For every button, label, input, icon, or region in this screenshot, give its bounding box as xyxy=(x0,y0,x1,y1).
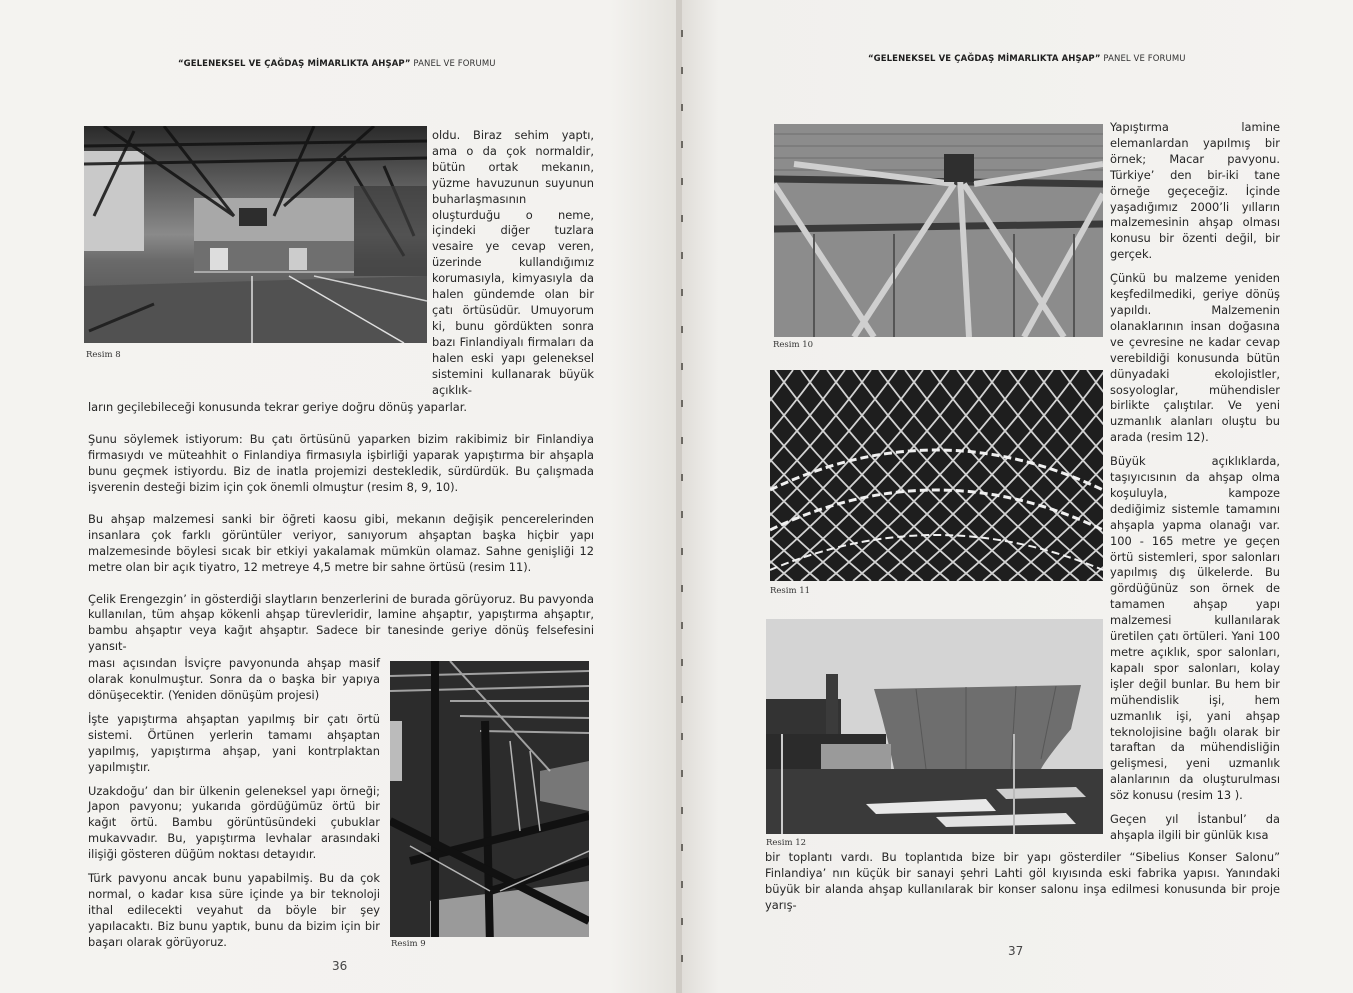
binding-stitch xyxy=(681,363,683,370)
binding-stitch xyxy=(681,881,683,888)
text-side-column-end: ların geçilebileceği konusunda tekrar geriye doğru dönüş yaparlar. xyxy=(88,400,467,415)
binding-stitch xyxy=(681,141,683,148)
photo-resim-11-lattice-vault xyxy=(770,370,1103,581)
binding-stitch xyxy=(681,955,683,962)
binding-stitch xyxy=(681,696,683,703)
paragraph-istanbul-meeting-start: Geçen yıl İstanbul’ da ahşapla ilgili bir günlük kısa xyxy=(1110,812,1280,842)
binding-stitch xyxy=(681,844,683,851)
left-narrow-column xyxy=(88,656,380,950)
binding-stitch xyxy=(681,400,683,407)
binding-stitch xyxy=(681,807,683,814)
left-main-column xyxy=(88,400,594,655)
binding-stitch xyxy=(681,437,683,444)
right-side-column xyxy=(1110,120,1280,844)
binding-stitch xyxy=(681,215,683,222)
header-title-bold: “GELENEKSEL VE ÇAĞDAŞ MİMARLIKTA AHŞAP” xyxy=(868,54,1101,64)
binding-stitch xyxy=(681,585,683,592)
binding-stitch xyxy=(681,30,683,37)
side-column-left xyxy=(432,128,594,398)
running-header-left xyxy=(178,59,496,69)
binding-stitch xyxy=(681,770,683,777)
paragraph-rediscovered-material: Çünkü bu malzeme yeniden keşfedilmediki, geriye dönüş yapıldı. Malzemenin olanaklarının insan doğasına ve çevresine ne kadar cevap verebildiği konusunda bütün dünyadaki ekolojistler, sosyologlar, mühendisler birlikte çalıştılar. Ve yeni uzmanlık alanları oluştu bu arada (resim 12). xyxy=(1110,271,1280,445)
caption-resim-8: Resim 8 xyxy=(86,350,121,360)
paragraph-hungarian-pavilion: Yapıştırma lamine elemanlardan yapılmış bir örnek; Macar pavyonu. Türkiye’ den bir-iki tane örneğe geçeceğiz. İçinde yaşadığımız 2000’li yılların malzemesinin ahşap olması konusu bir özenti değil, bir gerçek. xyxy=(1110,120,1280,262)
caption-resim-12: Resim 12 xyxy=(766,838,807,848)
paragraph-finland-competitor: Şunu söylemek istiyorum: Bu çatı örtüsünü yaparken bizim rakibimiz bir Finlandiya firmasıydı ve müteahhit o Finlandiya firmasıyla işbirliği yaparak yapıştırma bir ahşapla bunu geçmek istiyordu. Biz de inatla projemizi destekledik, sürdürdük. Bu çalışmada işverenin desteği bizim için çok önemli olmuştur (resim 8, 9, 10). xyxy=(88,432,594,495)
binding-stitch xyxy=(681,252,683,259)
photo-resim-8-pool-hall xyxy=(84,126,427,343)
header-title-bold: “GELENEKSEL VE ÇAĞDAŞ MİMARLIKTA AHŞAP” xyxy=(178,59,411,69)
right-bottom-column xyxy=(765,850,1280,914)
paragraph-swiss-pavilion: ması açısından İsviçre pavyonunda ahşap masif olarak konulmuştur. Sonra da o başka bir yapıya dönüşecektir. (Yeniden dönüşüm projesi) xyxy=(88,656,380,702)
caption-resim-9: Resim 9 xyxy=(391,938,426,949)
photo-resim-10-timber-truss xyxy=(774,124,1103,337)
binding-stitch xyxy=(681,659,683,666)
page-number-37: 37 xyxy=(1008,944,1024,958)
binding-stitch xyxy=(681,289,683,296)
binding-stitch xyxy=(681,622,683,629)
paragraph-chaos-material: Bu ahşap malzemesi sanki bir öğreti kaosu gibi, mekanın değişik pencerelerinden insanlara çok farklı görüntüler veriyor, sanıyorum ahşaptan başka hiçbir yapı malzemesinde böylesi sıcak bir etkiyi yakalamak mümkün olamaz. Sahne genişliği 12 metre olan bir açık tiyatro, 12 metreye 4,5 metre bir sahne örtüsü (resim 11). xyxy=(88,511,594,574)
paragraph-japan-pavilion: Uzakdoğu’ dan bir ülkenin geleneksel yapı örneği; Japon pavyonu; yukarıda gördüğümüz örtü bir kağıt örtü. Bambu görüntüsündeki çubuklar mukavvadır. Bu, yapıştırma levhalar arasındaki ilişiği gösteren düğüm noktası detayıdır. xyxy=(88,783,380,862)
binding-stitch xyxy=(681,474,683,481)
caption-resim-11: Resim 11 xyxy=(770,586,811,596)
photo-resim-9-structure-detail xyxy=(390,661,589,936)
binding-stitch xyxy=(681,733,683,740)
photo-resim-12-pavilion-exterior xyxy=(766,619,1103,834)
binding-stitch xyxy=(681,178,683,185)
text-side-column-left: oldu. Biraz sehim yaptı, ama o da çok normaldir, bütün ortak mekanın, yüzme havuzunun suyunun buharlaşmasının oluşturduğu o neme, içindeki diğer tuzlara vesaire ye cevap veren, üzerinde kullandığımız korumasıyla, kimyasıyla da halen gündemde olan bir çatı örtüsüdür. Umuyorum ki, bunu gördükten sonra bazı Finlandiyalı firmaları da halen eski yapı geleneksel sistemini kullanarak büyük açıklık- xyxy=(432,128,594,397)
header-title-rest: PANEL VE FORUMU xyxy=(413,59,496,69)
paragraph-sibelius-hall: bir toplantı vardı. Bu toplantıda bize bir yapı gösterdiler “Sibelius Konser Salonu” Finlandiya’ nın küçük bir sanayi şehri Lahti göl kıyısında eski fabrika yapısı. Yanındaki büyük bir alanda ahşap kullanılarak bir konser salonu inşa edilmesi konusunda bir proje yarış- xyxy=(765,850,1280,912)
binding-stitch xyxy=(681,548,683,555)
binding-stitch xyxy=(681,326,683,333)
binding-stitch xyxy=(681,104,683,111)
caption-resim-10: Resim 10 xyxy=(773,340,814,350)
paragraph-glued-roof: İşte yapıştırma ahşaptan yapılmış bir çatı örtü sistemi. Örtünen yerlerin tamamı ahşaptan yapılmış, yapıştırma ahşap, yani kontrplaktan yapılmıştır. xyxy=(88,711,380,774)
binding-stitch xyxy=(681,67,683,74)
header-title-rest: PANEL VE FORUMU xyxy=(1103,54,1186,64)
binding-stitch xyxy=(681,918,683,925)
paragraph-turkish-pavilion: Türk pavyonu ancak bunu yapabilmiş. Bu da çok normal, o kadar kısa süre içinde ya bir teknoloji ithal edilecekti veyahut da böyle bir şey yapılacaktı. Biz bunu yaptık, bunu da bizim için bir başarı olarak görüyoruz. xyxy=(88,871,380,949)
binding-stitch xyxy=(681,511,683,518)
paragraph-pavilion-intro: Çelik Erengezgin’ in gösterdiği slaytların benzerlerini de burada görüyoruz. Bu pavyonda kullanılan, tüm ahşap kökenli ahşap türevleridir, lamine ahşaptır, yapıştırma ahşaptır, bambu ahşaptır veya kağıt ahşaptır. Sadece bir tanesinde geriye dönüş felsefesini yansıt- xyxy=(88,591,594,654)
paragraph-large-spans: Büyük açıklıklarda, taşıyıcısının da ahşap olma koşuluyla, kampoze dediğimiz sistemle tamamını ahşapla yapma olanağı var. 100 - 165 metre ye geçen örtü sistemleri, spor salonları yapılmış dış ülkelerde. Bu gördüğünüz son örnek de tamamen ahşap yapı malzemesi kullanılarak üretilen çatı örtüleri. Yani 100 metre açıklık, spor salonları, kapalı spor salonları, kolay işler değil bunlar. Bu hem bir mühendislik işi, hem uzmanlık işi, yani ahşap teknolojisine bağlı olarak bir taraftan da mühendisliğin gelişmesi, yeni uzmanlık alanlarının da oluşturulması söz konusu (resim 13 ). xyxy=(1110,454,1280,803)
running-header-right xyxy=(868,54,1186,64)
page-number-36: 36 xyxy=(332,958,348,973)
